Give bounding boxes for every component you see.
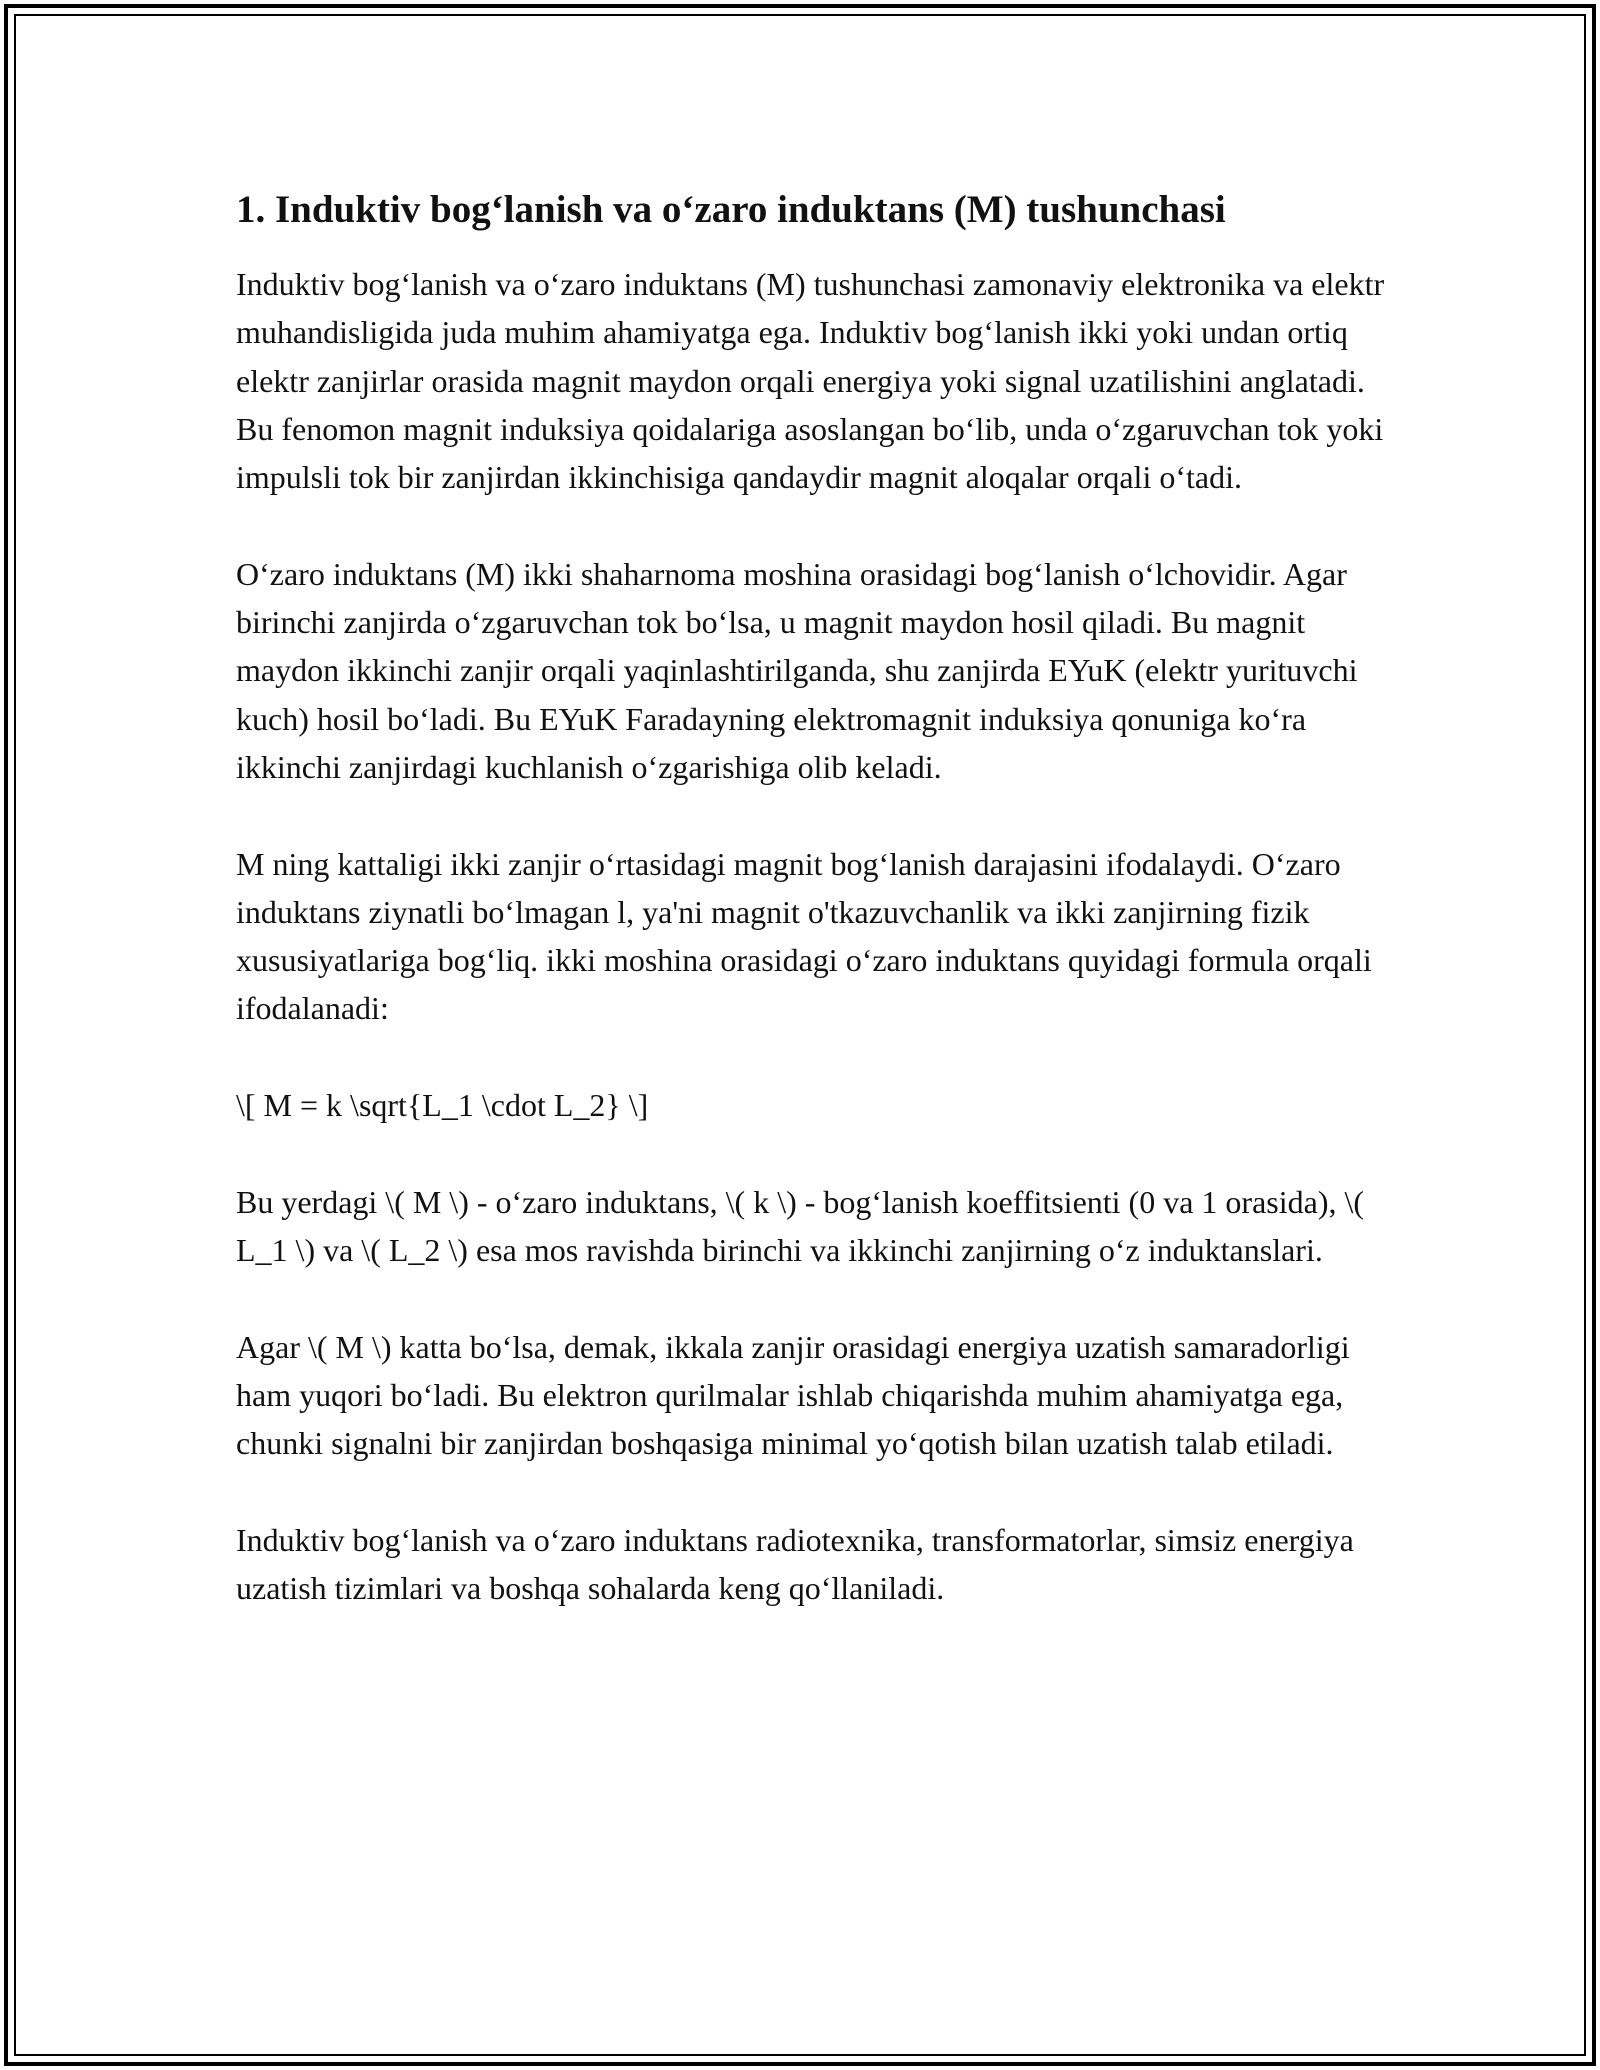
paragraph-magnitude-of-m: M ning kattaligi ikki zanjir o‘rtasidagi magnit bog‘lanish darajasini ifodalaydi. O‘zaro induktans ziynatli bo‘lmagan l, ya'ni magnit o'tkazuvchanlik va ikki zanjirning fizik xususiyatlariga bog‘liq. ikki moshina orasidagi o‘zaro induktans quyidagi formula orqali ifodalanadi: — [236, 845, 1372, 1027]
document-body — [236, 186, 1386, 1661]
section-heading: 1. Induktiv bog‘lanish va o‘zaro induktans (M) tushunchasi — [236, 188, 1226, 231]
paragraph-mutual-inductance: O‘zaro induktans (M) ikki shaharnoma moshina orasidagi bog‘lanish o‘lchovidir. Agar birinchi zanjirda o‘zgaruvchan tok bo‘lsa, u magnit maydon hosil qiladi. Bu magnit maydon ikkinchi zanjir orqali yaqinlashtirilganda, shu zanjirda EYuK (elektr yurituvchi kuch) hosil bo‘ladi. Bu EYuK Faradayning elektromagnit induksiya qonuniga ko‘ra ikkinchi zanjirdagi kuchlanish o‘zgarishiga olib keladi. — [236, 555, 1358, 785]
paragraph-energy-efficiency: Agar \( M \) katta bo‘lsa, demak, ikkala zanjir orasidagi energiya uzatish samaradorligi ham yuqori bo‘ladi. Bu elektron qurilmalar ishlab chiqarishda muhim ahamiyatga ega, chunki signalni bir zanjirdan boshqasiga minimal yo‘qotish bilan uzatish talab etiladi. — [236, 1328, 1350, 1462]
paragraph-inductive-coupling: Induktiv bog‘lanish va o‘zaro induktans (M) tushunchasi zamonaviy elektronika va elektr muhandisligida juda muhim ahamiyatga ega. Induktiv bog‘lanish ikki yoki undan ortiq elektr zanjirlar orasida magnit maydon orqali energiya yoki signal uzatilishini anglatadi. Bu fenomon magnit induksiya qoidalariga asoslangan bo‘lib, unda o‘zgaruvchan tok yoki impulsli tok bir zanjirdan ikkinchisiga qandaydir magnit aloqalar orqali o‘tadi. — [236, 266, 1385, 496]
paragraph-formula-explanation: Bu yerdagi \( M \) - o‘zaro induktans, \( k \) - bog‘lanish koeffitsienti (0 va 1 orasida), \( L_1 \) va \( L_2 \) esa mos ravishda birinchi va ikkinchi zanjirning o‘z induktanslari. — [236, 1183, 1365, 1268]
paragraph-applications: Induktiv bog‘lanish va o‘zaro induktans radiotexnika, transformatorlar, simsiz energiya uzatish tizimlari va boshqa sohalarda keng qo‘llaniladi. — [236, 1521, 1354, 1607]
formula-line: \[ M = k \sqrt{L_1 \cdot L_2} \] — [236, 1087, 649, 1124]
